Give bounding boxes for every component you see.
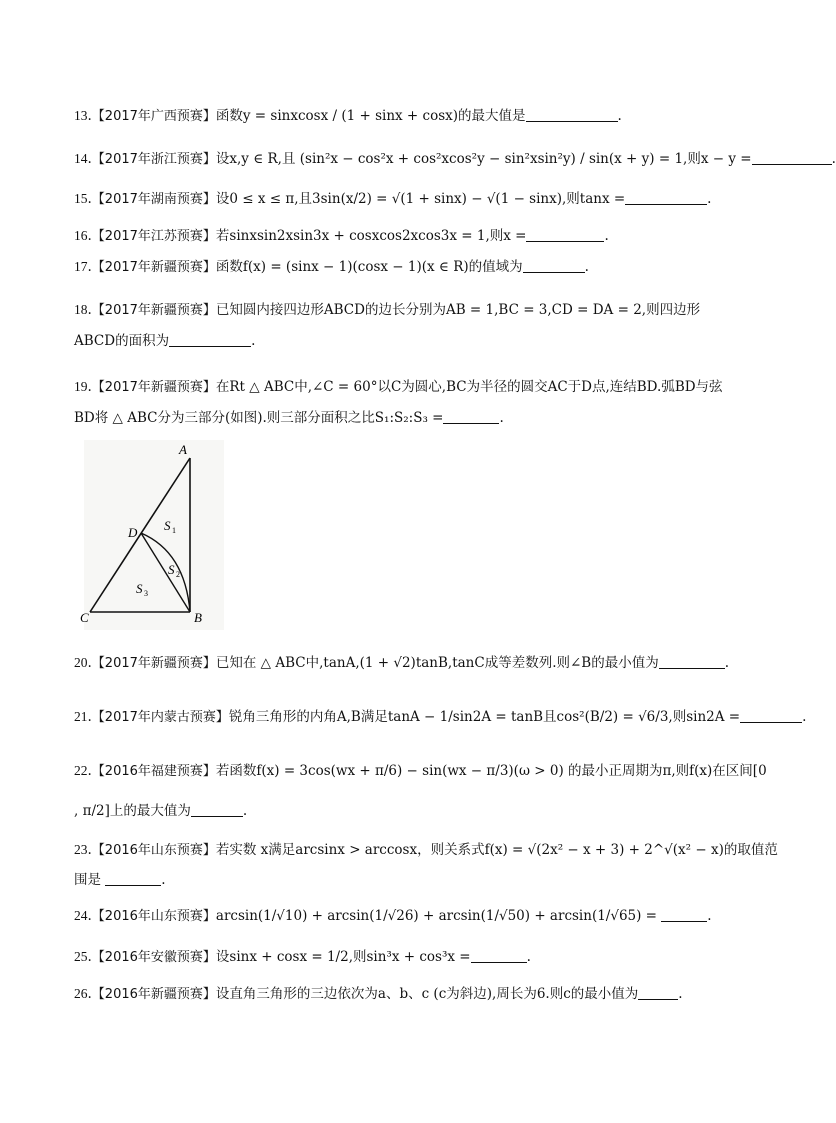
problem-24: 24.【2016年山东预赛】arcsin(1/√10) + arcsin(1/√26) + arcsin(1/√50) + arcsin(1/√65) = .	[74, 908, 712, 924]
label-a: A	[179, 442, 187, 457]
problem-23: 23.【2016年山东预赛】若实数 x满足arcsinx > arccosx，则关系式f(x) = √(2x² − x + 3) + 2^√(x² − x)的取值范	[74, 842, 778, 858]
answer-blank	[169, 332, 251, 347]
problem-22: 22.【2016年福建预赛】若函数f(x) = 3cos(wx + π/6) − sin(wx − π/3)(ω > 0) 的最小正周期为π,则f(x)在区间[0	[74, 763, 767, 779]
problem-text: 设x,y ∈ R,且 (sin²x − cos²x + cos²xcos²y − sin²xsin²y) / sin(x + y) = 1,则x − y =	[215, 151, 752, 167]
label-d: D	[128, 525, 138, 540]
label-s1: S	[164, 518, 171, 533]
problem-text: 已知在 △ ABC中,tanA,(1 + √2)tanB,tanC成等差数列.则∠B的最小值为	[215, 655, 659, 671]
answer-blank	[740, 708, 802, 723]
problem-text: 设0 ≤ x ≤ π,且3sin(x/2) = √(1 + sinx) − √(1 − sinx),则tanx =	[215, 191, 626, 207]
label-s1-sub: 1	[172, 526, 176, 535]
answer-blank	[661, 907, 707, 922]
problem-text: 设直角三角形的三边依次为a、b、c (c为斜边),周长为6.则c的最小值为	[215, 986, 639, 1002]
answer-blank	[752, 150, 832, 165]
answer-blank	[523, 258, 585, 273]
answer-blank	[105, 871, 161, 886]
answer-blank	[471, 948, 527, 963]
label-s2: S	[168, 562, 175, 577]
problem-23-line-2: 围是 .	[74, 872, 166, 888]
triangle-diagram	[80, 440, 224, 630]
label-s3-sub: 3	[144, 589, 148, 598]
answer-blank	[638, 985, 678, 1000]
problem-13: 13.【2017年广西预赛】函数y = sinxcosx / (1 + sinx + cosx)的最大值是 .	[74, 108, 622, 124]
problem-text: 锐角三角形的内角A,B满足tanA − 1/sin2A = tanB且cos²(B/2) = √6/3,则sin2A =	[228, 709, 741, 725]
problem-text: 函数f(x) = (sinx − 1)(cosx − 1)(x ∈ R)的值域为	[215, 259, 523, 275]
problem-14: 14.【2017年浙江预赛】设x,y ∈ R,且 (sin²x − cos²x + cos²xcos²y − sin²xsin²y) / sin(x + y) = 1,则x − y = .	[74, 151, 836, 167]
problem-text: arcsin(1/√10) + arcsin(1/√26) + arcsin(1/√50) + arcsin(1/√65) =	[215, 908, 657, 924]
answer-blank	[659, 654, 725, 669]
answer-blank	[443, 409, 499, 424]
problem-15: 15.【2017年湖南预赛】设0 ≤ x ≤ π,且3sin(x/2) = √(1 + sinx) − √(1 − sinx),则tanx = .	[74, 191, 712, 207]
problem-26: 26.【2016年新疆预赛】设直角三角形的三边依次为a、b、c (c为斜边),周长为6.则c的最小值为 .	[74, 986, 683, 1002]
problem-text: 函数y = sinxcosx / (1 + sinx + cosx)的最大值是	[215, 108, 526, 124]
figure-background	[84, 440, 224, 630]
problem-text: 若sinxsin2xsin3x + cosxcos2xcos3x = 1,则x =	[215, 228, 527, 244]
problem-text-cont: ABCD的面积为	[74, 333, 170, 349]
problem-text: 设sinx + cosx = 1/2,则sin³x + cos³x =	[215, 949, 471, 965]
answer-blank	[526, 227, 604, 242]
problem-21: 21.【2017年内蒙古预赛】锐角三角形的内角A,B满足tanA − 1/sin2A = tanB且cos²(B/2) = √6/3,则sin2A = .	[74, 709, 807, 725]
answer-blank	[625, 190, 707, 205]
problem-text: 若函数f(x) = 3cos(wx + π/6) − sin(wx − π/3)(ω > 0) 的最小正周期为π,则f(x)在区间[0	[215, 763, 767, 779]
label-b: B	[194, 610, 202, 625]
problem-17: 17.【2017年新疆预赛】函数f(x) = (sinx − 1)(cosx − 1)(x ∈ R)的值域为 .	[74, 259, 589, 275]
problem-19: 19.【2017年新疆预赛】在Rt △ ABC中,∠C = 60°以C为圆心,BC为半径的圆交AC于D点,连结BD.弧BD与弦	[74, 379, 723, 395]
problem-16: 16.【2017年江苏预赛】若sinxsin2xsin3x + cosxcos2xcos3x = 1,则x = .	[74, 228, 609, 244]
label-s3: S	[136, 581, 143, 596]
label-c: C	[80, 610, 89, 625]
problem-text-cont: , π/2]上的最大值为	[74, 803, 191, 819]
answer-blank	[526, 107, 618, 122]
answer-blank	[191, 802, 243, 817]
problem-18: 18.【2017年新疆预赛】已知圆内接四边形ABCD的边长分别为AB = 1,BC = 3,CD = DA = 2,则四边形	[74, 302, 701, 318]
problem-20: 20.【2017年新疆预赛】已知在 △ ABC中,tanA,(1 + √2)tanB,tanC成等差数列.则∠B的最小值为 .	[74, 655, 730, 671]
problem-text-cont: 围是	[74, 872, 101, 888]
problem-25: 25.【2016年安徽预赛】设sinx + cosx = 1/2,则sin³x + cos³x = .	[74, 949, 531, 965]
problem-19-line-2: BD将 △ ABC分为三部分(如图).则三部分面积之比S₁:S₂:S₃ = .	[74, 410, 504, 426]
problem-18-line-2: ABCD的面积为 .	[74, 333, 256, 349]
problem-22-line-2: , π/2]上的最大值为 .	[74, 803, 248, 819]
label-s2-sub: 2	[176, 570, 180, 579]
triangle-figure	[80, 440, 224, 634]
problem-text: 在Rt △ ABC中,∠C = 60°以C为圆心,BC为半径的圆交AC于D点,连结BD.弧BD与弦	[215, 379, 723, 395]
problem-text: 若实数 x满足arcsinx > arccosx，则关系式f(x) = √(2x² − x + 3) + 2^√(x² − x)的取值范	[215, 842, 778, 858]
problem-text-cont: BD将 △ ABC分为三部分(如图).则三部分面积之比S₁:S₂:S₃ =	[74, 410, 444, 426]
problem-text: 已知圆内接四边形ABCD的边长分别为AB = 1,BC = 3,CD = DA = 2,则四边形	[215, 302, 701, 318]
